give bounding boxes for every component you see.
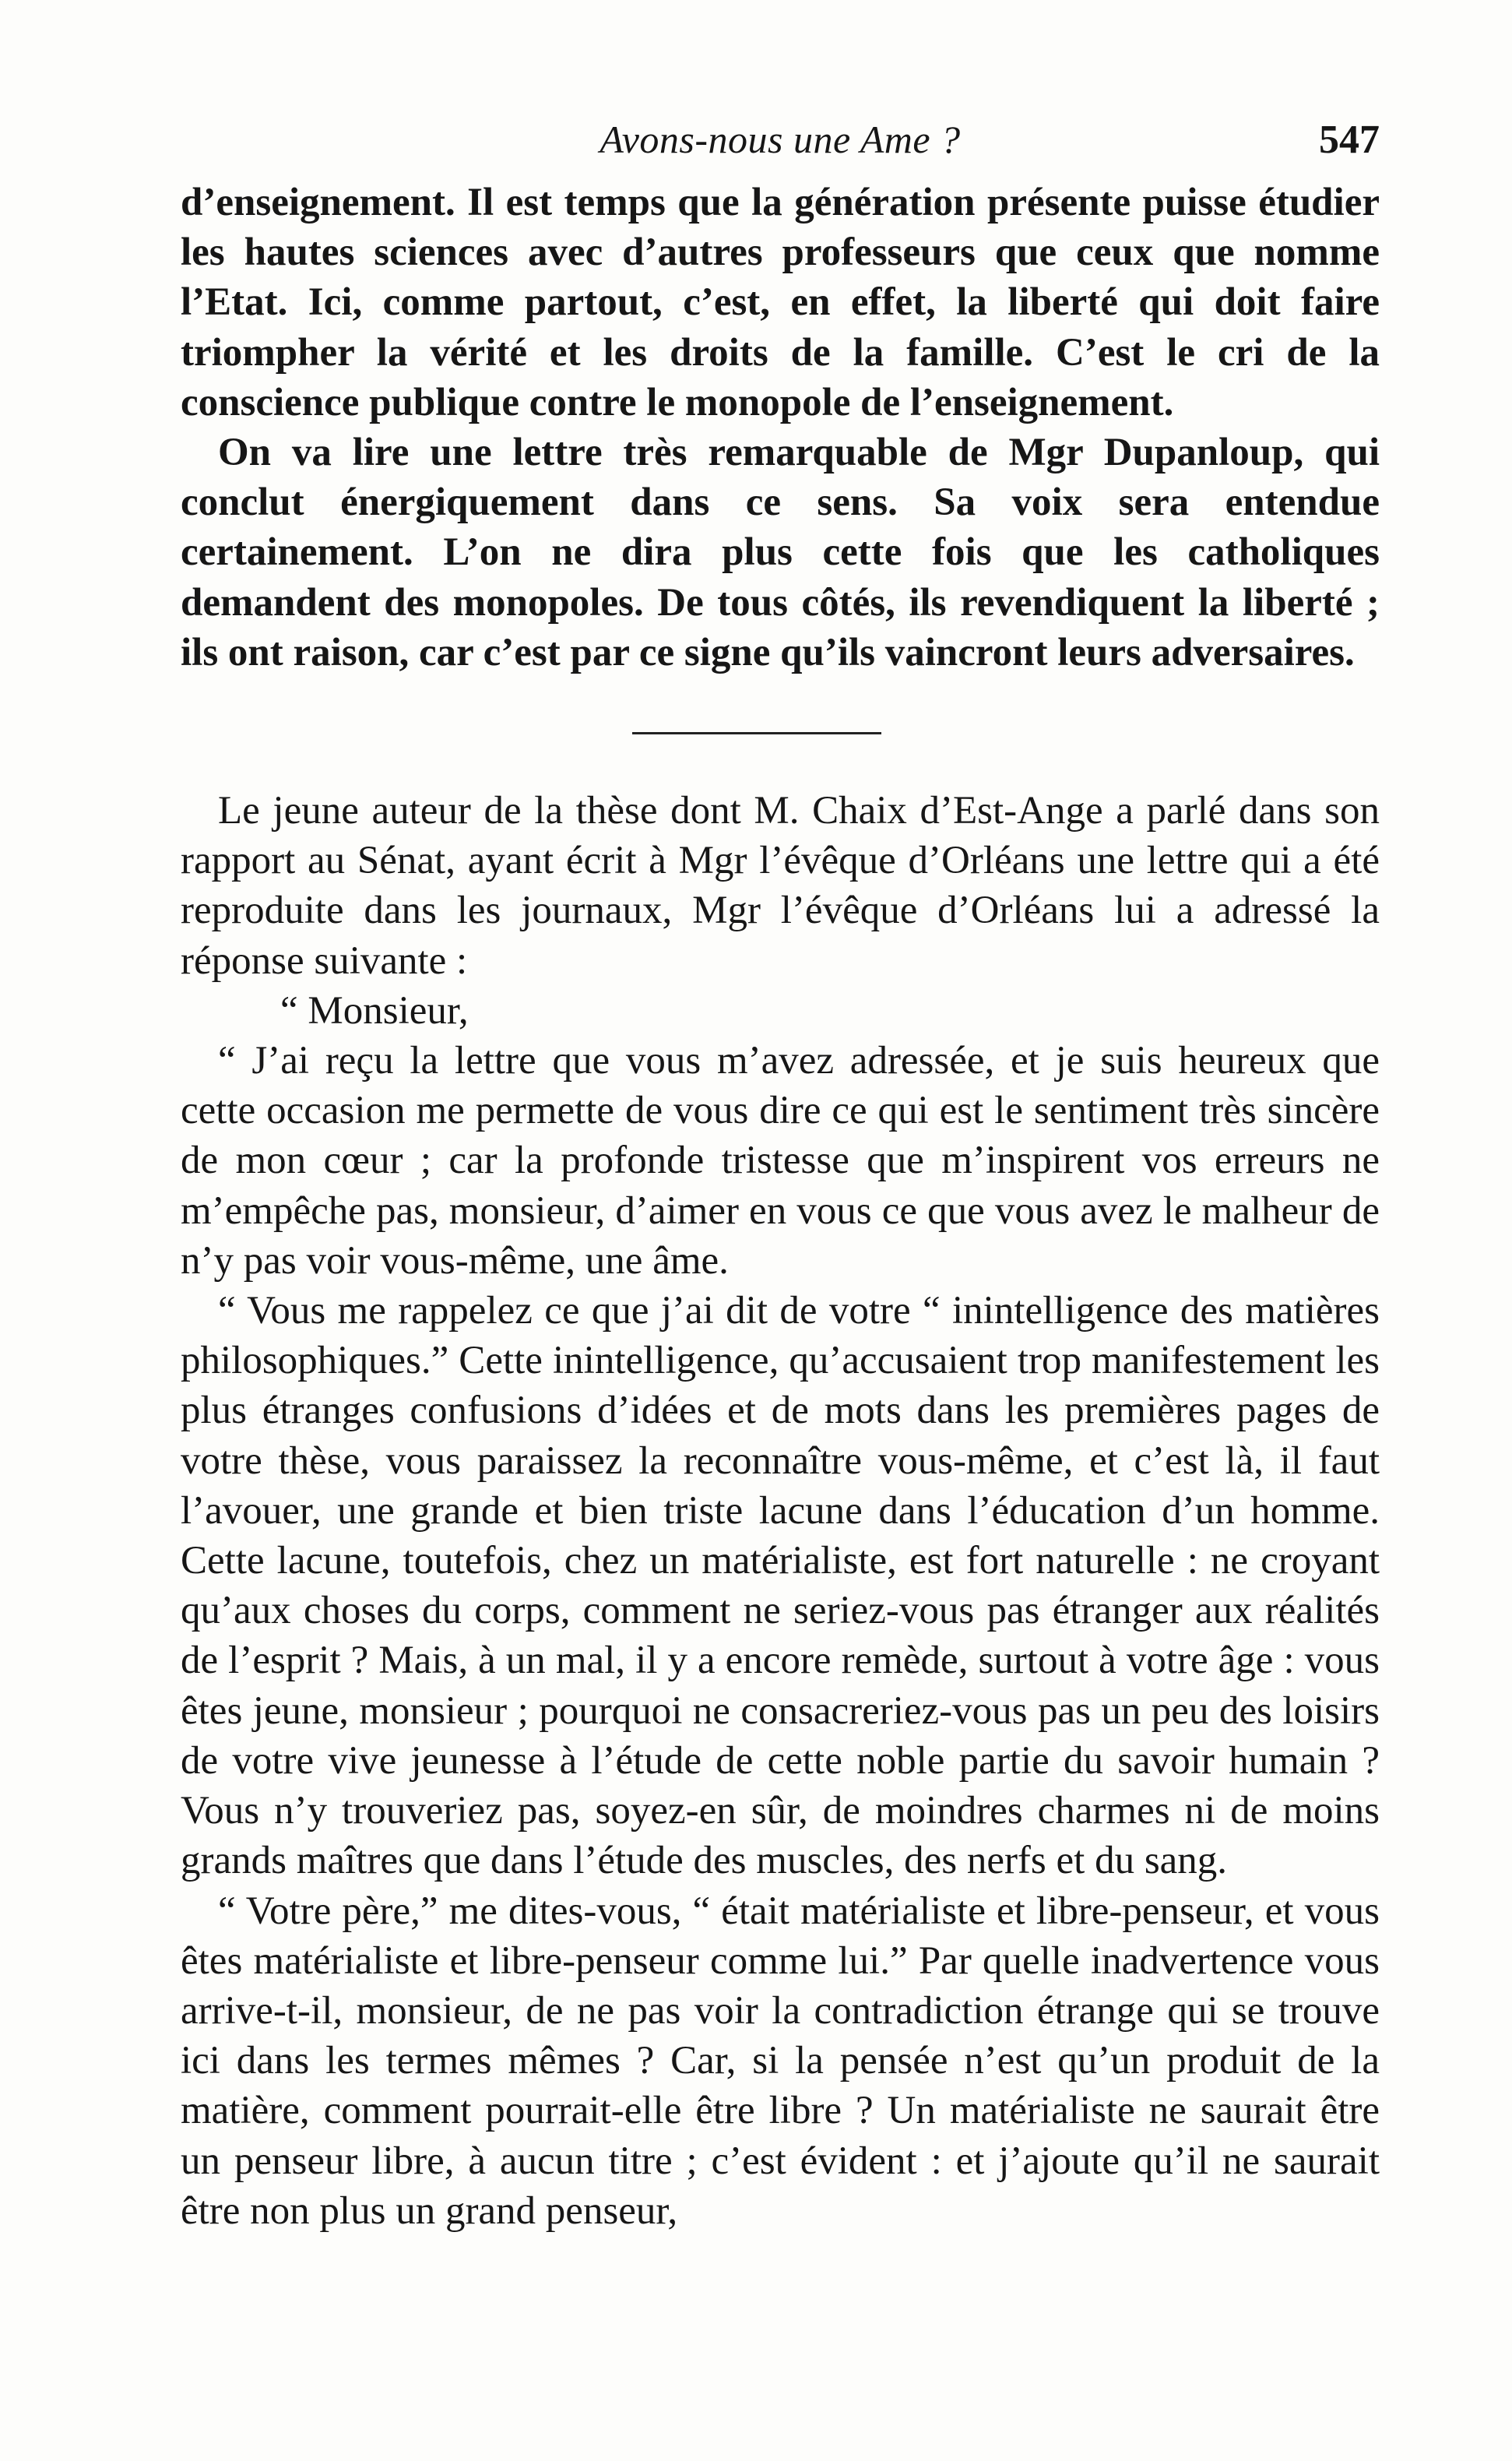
page-number: 547 xyxy=(1319,118,1380,162)
section-divider xyxy=(632,732,881,734)
running-head xyxy=(181,117,1380,171)
letter-preface: Le jeune auteur de la thèse dont M. Chaix d’Est-Ange a parlé dans son rapport au Sénat, ayant écrit à Mgr l’évêque d’Orléans une lettre qui a été reproduite dans les journaux, Mgr l’évêque d’Orléans lui a adressé la réponse suivante : xyxy=(181,789,1380,983)
running-title: Avons-nous une Ame ? xyxy=(600,118,961,161)
letter-salutation: “ Monsieur, xyxy=(280,988,469,1033)
letter-paragraph-1: “ J’ai reçu la lettre que vous m’avez adressée, et je suis heureux que cette occasion me permette de vous dire ce qui est le sentiment très sincère de mon cœur ; car la profonde tristesse que m’inspirent vos erreurs ne m’empêche pas, monsieur, d’aimer en vous ce que vous avez le malheur de n’y pas voir vous-même, une âme. xyxy=(181,1039,1380,1283)
intro-paragraph-1: d’enseignement. Il est temps que la génération présente puisse étudier les hautes sciences avec d’autres professeurs que ceux que nomme l’Etat. Ici, comme partout, c’est, en effet, la liberté qui doit faire triompher la vérité et les droits de la famille. C’est le cri de la conscience publique contre le monopole de l’enseignement. xyxy=(181,181,1380,424)
page-body xyxy=(181,178,1380,2236)
letter-paragraph-2: “ Vous me rappelez ce que j’ai dit de votre “ inintelligence des matières philosophiques.” Cette inintelligence, qu’accusaient trop manifestement les plus étranges confusions d’idées et de mots dans les premières pages de votre thèse, vous paraissez la reconnaître vous-même, et c’est là, il faut l’avouer, une grande et bien triste lacune dans l’éducation d’un homme. Cette lacune, toutefois, chez un matérialiste, est fort naturelle : ne croyant qu’aux choses du corps, comment ne seriez-vous pas étranger aux réalités de l’esprit ? Mais, à un mal, il y a encore remède, surtout à votre âge : vous êtes jeune, monsieur ; pourquoi ne consacreriez-vous pas un peu des loisirs de votre vive jeunesse à l’étude de cette noble partie du savoir humain ? Vous n’y trouveriez pas, soyez-en sûr, de moindres charmes ni de moins grands maîtres que dans l’étude des muscles, des nerfs et du sang. xyxy=(181,1289,1380,1883)
intro-paragraph-2: On va lire une lettre très remarquable de Mgr Dupanloup, qui conclut énergiquement dans ce sens. Sa voix sera entendue certainement. L’on ne dira plus cette fois que les catholiques demandent des monopoles. De tous côtés, ils revendiquent la liberté ; ils ont raison, car c’est par ce signe qu’ils vaincront leurs adversaires. xyxy=(181,431,1380,674)
letter-paragraph-3: “ Votre père,” me dites-vous, “ était matérialiste et libre-penseur, et vous êtes matérialiste et libre-penseur comme lui.” Par quelle inadvertence vous arrive-t-il, monsieur, de ne pas voir la contradiction étrange qui se trouve ici dans les termes mêmes ? Car, si la pensée n’est qu’un produit de la matière, comment pourrait-elle être libre ? Un matérialiste ne saurait être un penseur libre, à aucun titre ; c’est évident : et j’ajoute qu’il ne saurait être non plus un grand penseur, xyxy=(181,1889,1380,2233)
